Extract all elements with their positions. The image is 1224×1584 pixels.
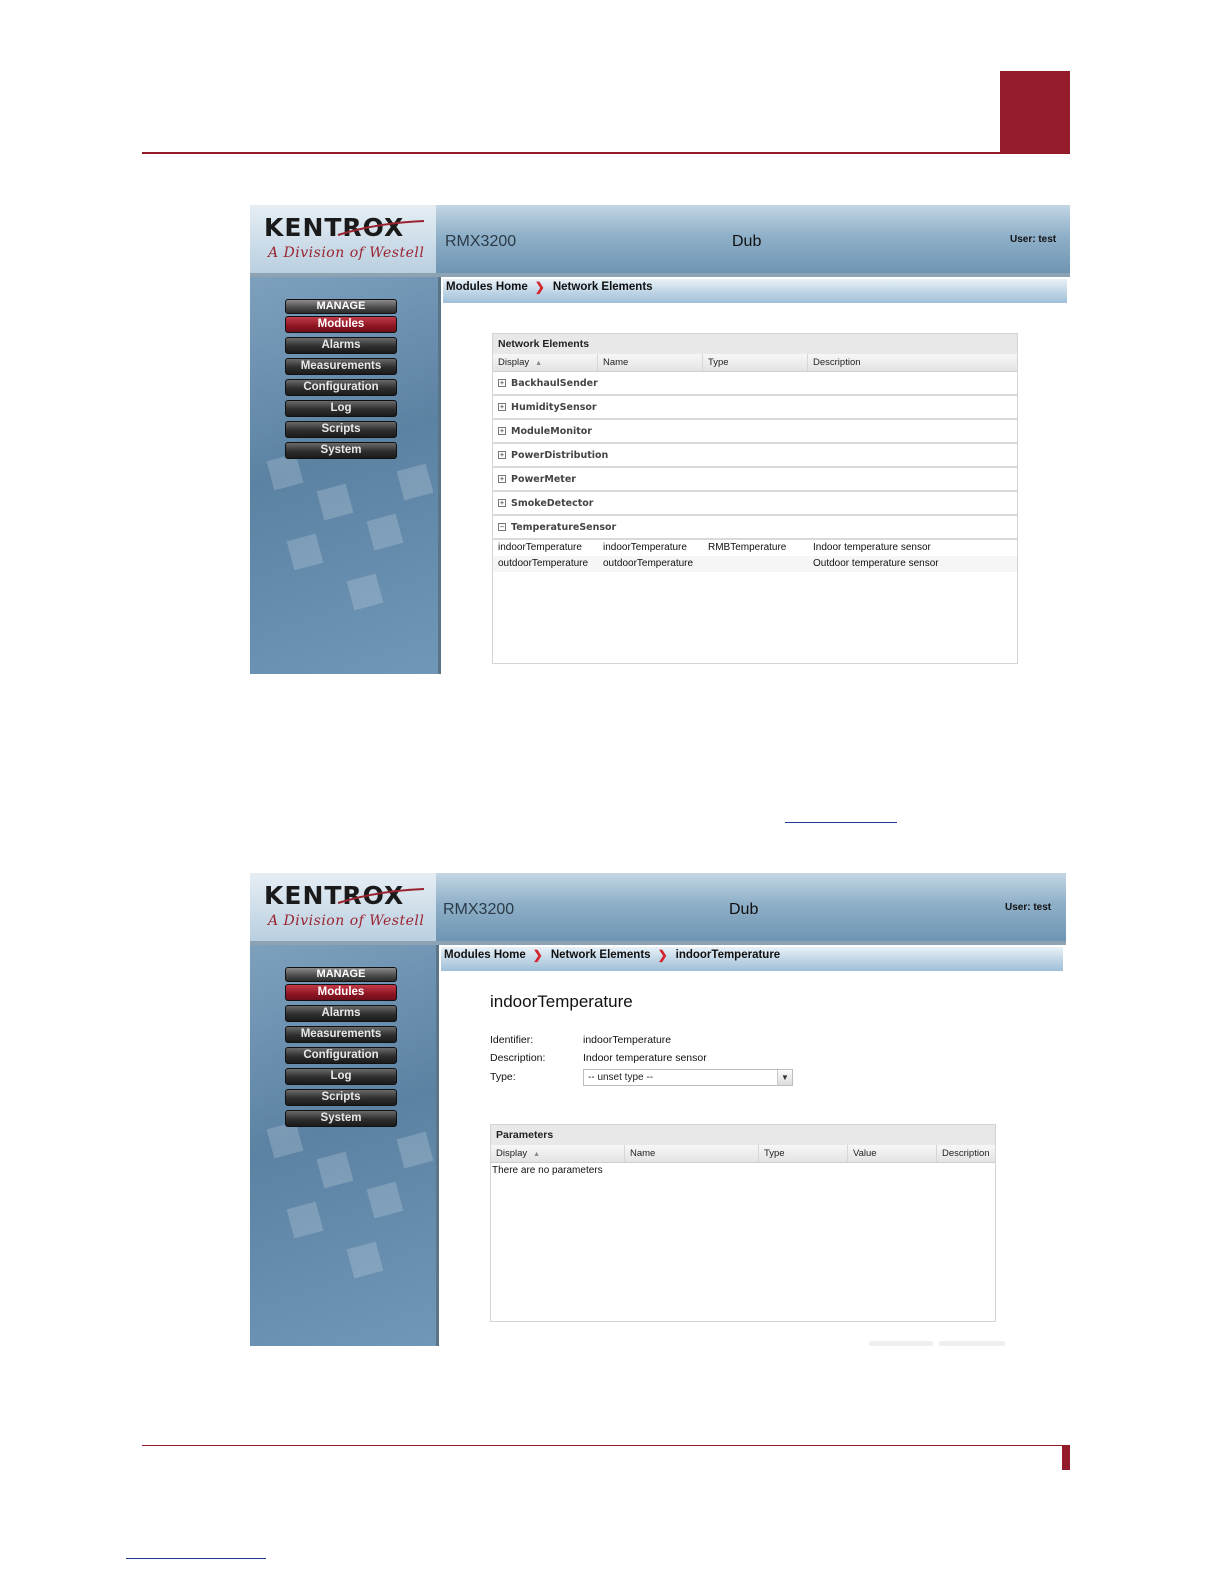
nav-header-manage: MANAGE [285,967,397,982]
description-label: Description: [490,1052,546,1064]
type-select[interactable]: -- unset type -- ▼ [583,1069,793,1086]
chevron-right-icon: ❯ [534,280,545,294]
col-type[interactable]: Type [759,1145,848,1162]
user-label: User: test [1010,234,1057,245]
nav-alarms[interactable]: Alarms [285,1005,397,1022]
col-name[interactable]: Name [625,1145,759,1162]
group-row-temperaturesensor[interactable]: − TemperatureSensor [493,516,1017,540]
chevron-right-icon: ❯ [532,948,543,962]
logo-swoosh-icon [336,219,426,237]
cell-description: Outdoor temperature sensor [813,558,939,569]
breadcrumb-modules-home[interactable]: Modules Home [446,281,528,293]
description-value: Indoor temperature sensor [583,1052,707,1064]
sort-ascending-icon: ▲ [535,360,543,367]
page-title: indoorTemperature [490,992,633,1011]
expand-icon[interactable]: + [499,379,505,387]
main-nav [285,299,399,463]
network-elements-grid [492,333,1018,664]
grid-header [493,354,1017,372]
page-corner-tab [1000,71,1070,153]
nav-log[interactable]: Log [285,1068,397,1085]
user-label: User: test [1005,902,1052,913]
page-header-rule [142,152,1070,154]
main-content [441,277,1070,674]
page-link-underline [785,822,897,823]
identifier-label: Identifier: [490,1034,534,1046]
logo-swoosh-icon [336,887,426,905]
nav-measurements[interactable]: Measurements [285,1026,397,1043]
col-description[interactable]: Description [813,357,861,368]
nav-header-manage: MANAGE [285,299,397,314]
page-footer-link-underline [126,1558,266,1559]
identifier-value: indoorTemperature [583,1034,672,1046]
device-model: RMX3200 [445,233,517,250]
page-footer-rule [142,1445,1070,1446]
cell-display[interactable]: indoorTemperature [498,542,582,553]
device-name: Dub [732,233,762,250]
empty-message: There are no parameters [492,1165,603,1176]
breadcrumb-network-elements[interactable]: Network Elements [552,281,653,293]
nav-scripts[interactable]: Scripts [285,421,397,438]
nav-scripts[interactable]: Scripts [285,1089,397,1106]
col-type[interactable]: Type [703,354,808,371]
cell-name: indoorTemperature [603,542,687,553]
breadcrumb [441,947,1063,971]
cell-name: outdoorTemperature [603,558,694,569]
nav-log[interactable]: Log [285,400,397,417]
type-label: Type: [490,1071,516,1083]
grid-header [491,1145,995,1163]
app-banner [250,205,1070,277]
cell-type [703,556,808,572]
cell-display[interactable]: outdoorTemperature [498,558,589,569]
screenshot-indoor-temperature [250,873,1066,1346]
breadcrumb-network-elements[interactable]: Network Elements [550,949,651,961]
sidebar [250,945,439,1346]
group-row-smokedetector[interactable]: + SmokeDetector [493,492,1017,516]
nav-system[interactable]: System [285,442,397,459]
grid-title: Parameters [491,1125,995,1145]
group-row-powerdistribution[interactable]: + PowerDistribution [493,444,1017,468]
nav-modules[interactable]: Modules [285,316,397,333]
col-description[interactable]: Description [942,1148,990,1159]
group-row-modulemonitor[interactable]: + ModuleMonitor [493,420,1017,444]
app-banner [250,873,1066,945]
nav-modules[interactable]: Modules [285,984,397,1001]
grid-title: Network Elements [493,334,1017,354]
col-display[interactable]: Display ▲ [493,354,598,371]
nav-alarms[interactable]: Alarms [285,337,397,354]
chevron-right-icon: ❯ [657,948,668,962]
kentrox-logo: KENTROX A Division of Westell [250,873,436,941]
main-nav [285,967,399,1131]
main-content [439,945,1066,1346]
faded-button[interactable] [939,1341,1005,1346]
col-display[interactable]: Display ▲ [491,1145,625,1162]
breadcrumb-indoor-temperature[interactable]: indoorTemperature [675,949,781,961]
cell-description: Indoor temperature sensor [813,542,931,553]
kentrox-logo: KENTROX A Division of Westell [250,205,436,273]
expand-icon[interactable]: + [499,475,505,483]
device-name: Dub [729,901,759,918]
sort-ascending-icon: ▲ [533,1151,541,1158]
table-row[interactable] [493,556,1017,572]
expand-icon[interactable]: + [499,451,505,459]
group-row-humiditysensor[interactable]: + HumiditySensor [493,396,1017,420]
page-footer-tab [1062,1445,1070,1470]
nav-configuration[interactable]: Configuration [285,1047,397,1064]
cell-type: RMBTemperature [708,542,787,553]
screenshot-network-elements [250,205,1070,674]
collapse-icon[interactable]: − [499,523,505,531]
nav-system[interactable]: System [285,1110,397,1127]
breadcrumb [443,279,1067,303]
expand-icon[interactable]: + [499,403,505,411]
group-row-backhaulsender[interactable]: + BackhaulSender [493,372,1017,396]
parameters-grid [490,1124,996,1322]
chevron-down-icon[interactable]: ▼ [777,1070,792,1085]
col-value[interactable]: Value [848,1145,937,1162]
breadcrumb-modules-home[interactable]: Modules Home [444,949,526,961]
table-row[interactable] [493,540,1017,556]
expand-icon[interactable]: + [499,427,505,435]
nav-configuration[interactable]: Configuration [285,379,397,396]
nav-measurements[interactable]: Measurements [285,358,397,375]
device-model: RMX3200 [443,901,515,918]
group-row-powermeter[interactable]: + PowerMeter [493,468,1017,492]
sidebar [250,277,441,674]
col-name[interactable]: Name [598,354,703,371]
faded-button[interactable] [869,1341,933,1346]
expand-icon[interactable]: + [499,499,505,507]
